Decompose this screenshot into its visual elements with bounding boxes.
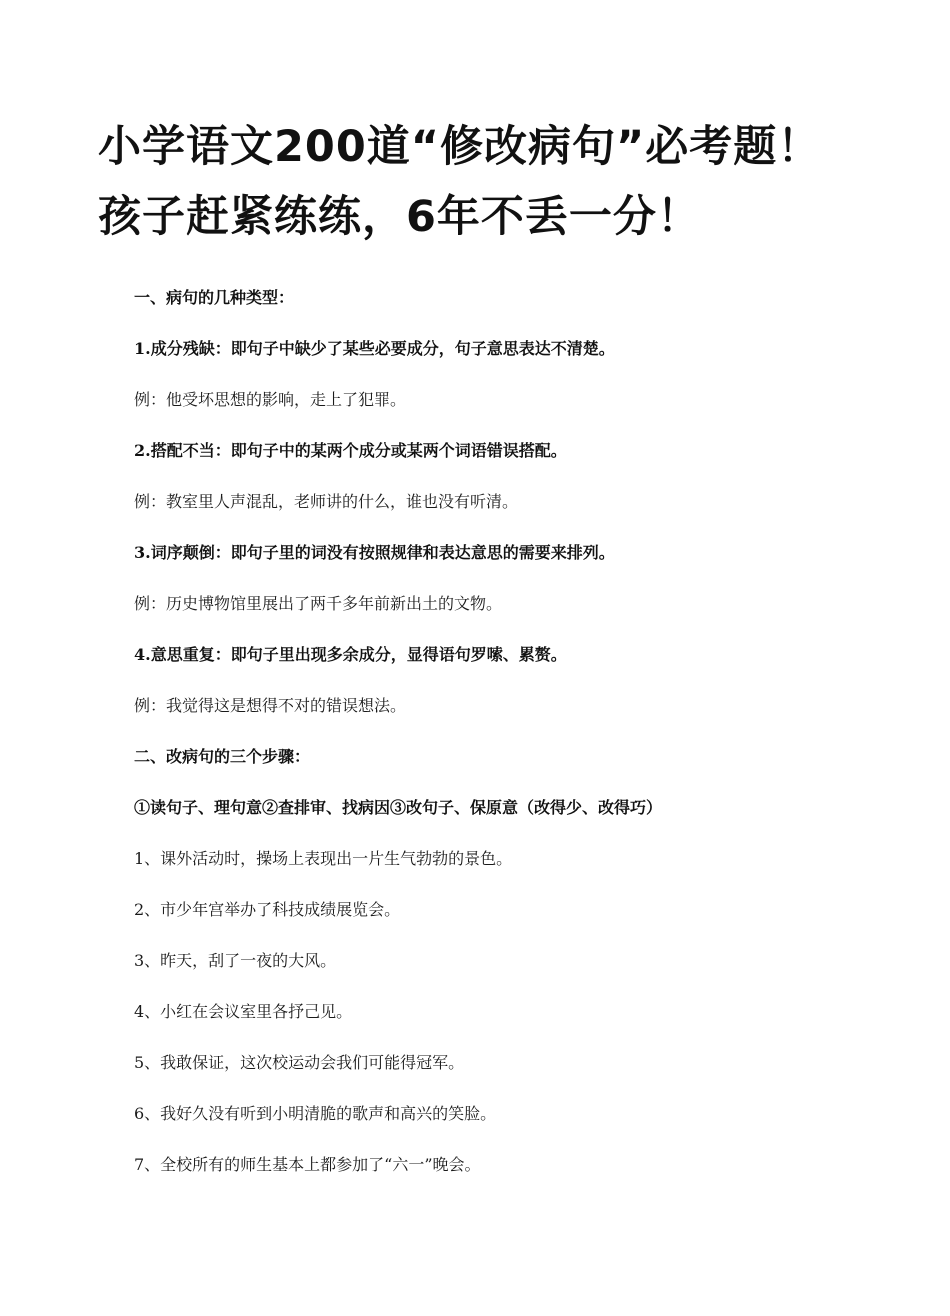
exercise-item: 2、市少年宫举办了科技成绩展览会。: [134, 900, 401, 919]
rule-redundancy: 4.意思重复：即句子里出现多余成分，显得语句罗嗦、累赘。: [134, 645, 567, 664]
exercise-item: 5、我敢保证，这次校运动会我们可能得冠军。: [134, 1053, 465, 1072]
section-heading-types: 一、病句的几种类型：: [134, 288, 295, 307]
steps-summary: ①读句子、理句意②查排审、找病因③改句子、保原意（改得少、改得巧）: [134, 798, 663, 817]
exercise-item: 6、我好久没有听到小明清脆的歌声和高兴的笑脸。: [134, 1104, 497, 1123]
title-line-2: 孩子赶紧练练，6年不丢一分！: [98, 192, 701, 242]
exercise-item: 4、小红在会议室里各抒己见。: [134, 1002, 353, 1021]
example-incomplete-components: 例：他受坏思想的影响，走上了犯罪。: [134, 390, 407, 409]
rule-incomplete-components: 1.成分残缺：即句子中缺少了某些必要成分，句子意思表达不清楚。: [134, 339, 615, 358]
section-heading-steps: 二、改病句的三个步骤：: [134, 747, 311, 766]
exercise-item: 7、全校所有的师生基本上都参加了“六一”晚会。: [134, 1155, 481, 1174]
document-body: [134, 284, 914, 1202]
exercise-item: 1、课外活动时，操场上表现出一片生气勃勃的景色。: [134, 849, 513, 868]
example-redundancy: 例：我觉得这是想得不对的错误想法。: [134, 696, 407, 715]
example-word-order: 例：历史博物馆里展出了两千多年前新出土的文物。: [134, 594, 503, 613]
example-improper-collocation: 例：教室里人声混乱，老师讲的什么，谁也没有听清。: [134, 492, 519, 511]
page-title: [98, 112, 918, 252]
title-line-1: 小学语文200道“修改病句”必考题！: [98, 122, 822, 172]
exercise-item: 3、昨天，刮了一夜的大风。: [134, 951, 337, 970]
rule-word-order: 3.词序颠倒：即句子里的词没有按照规律和表达意思的需要来排列。: [134, 543, 615, 562]
rule-improper-collocation: 2.搭配不当：即句子中的某两个成分或某两个词语错误搭配。: [134, 441, 567, 460]
